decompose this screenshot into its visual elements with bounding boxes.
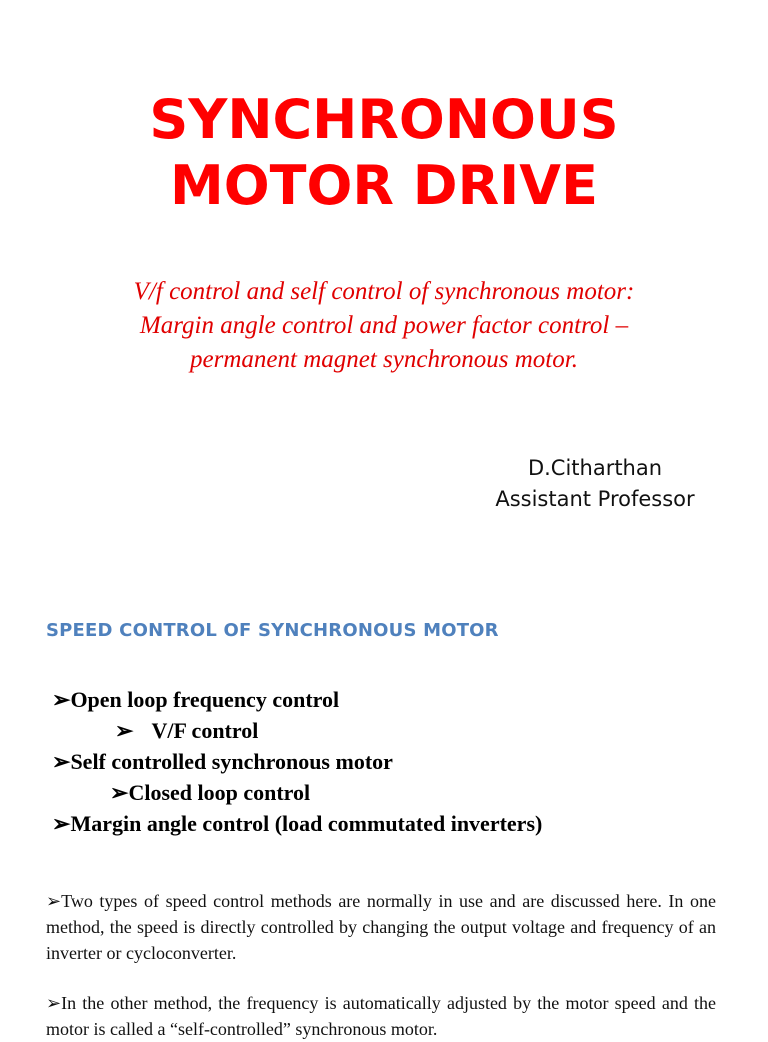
bullet-margin-angle bbox=[52, 808, 542, 839]
bullet-text: V/F control bbox=[151, 718, 259, 743]
author-name: D.Citharthan bbox=[527, 456, 663, 480]
bullet-self-controlled bbox=[52, 746, 393, 777]
arrow-bullet-icon: ➢ bbox=[46, 993, 62, 1013]
title-line-2: MOTOR DRIVE bbox=[170, 154, 598, 217]
paragraph-2 bbox=[46, 990, 716, 1042]
bullet-open-loop bbox=[52, 684, 339, 715]
arrow-bullet-icon: ➢ bbox=[110, 780, 129, 805]
bullet-closed-loop bbox=[110, 777, 310, 808]
paragraph-1 bbox=[46, 888, 716, 966]
arrow-bullet-icon: ➢ bbox=[52, 811, 71, 836]
bullet-text: Closed loop control bbox=[128, 780, 311, 805]
subtitle-line-3: permanent magnet synchronous motor. bbox=[190, 346, 578, 373]
paragraph-text: Two types of speed control methods are normally in use and are discussed here. In one method, the speed is directly controlled by changing the output voltage and frequency of an inverter or cycloconverter. bbox=[46, 891, 716, 963]
bullet-vf-control bbox=[115, 715, 258, 746]
title-line-1: SYNCHRONOUS bbox=[149, 88, 619, 151]
section-heading: SPEED CONTROL OF SYNCHRONOUS MOTOR bbox=[46, 620, 499, 641]
bullet-text: Margin angle control (load commutated inverters) bbox=[70, 811, 543, 836]
subtitle-line-2: Margin angle control and power factor control – bbox=[139, 312, 629, 339]
arrow-bullet-icon: ➢ bbox=[46, 891, 62, 911]
bullet-text: Open loop frequency control bbox=[70, 687, 340, 712]
bullet-text: Self controlled synchronous motor bbox=[70, 749, 393, 774]
subtitle-line-1: V/f control and self control of synchronous motor: bbox=[133, 278, 635, 305]
arrow-bullet-icon: ➢ bbox=[52, 749, 71, 774]
arrow-bullet-icon: ➢ bbox=[115, 718, 134, 743]
author-role: Assistant Professor bbox=[495, 487, 695, 511]
paragraph-text: In the other method, the frequency is automatically adjusted by the motor speed and the motor is called a “self-controlled” synchronous motor. bbox=[46, 993, 716, 1039]
arrow-bullet-icon: ➢ bbox=[52, 687, 71, 712]
